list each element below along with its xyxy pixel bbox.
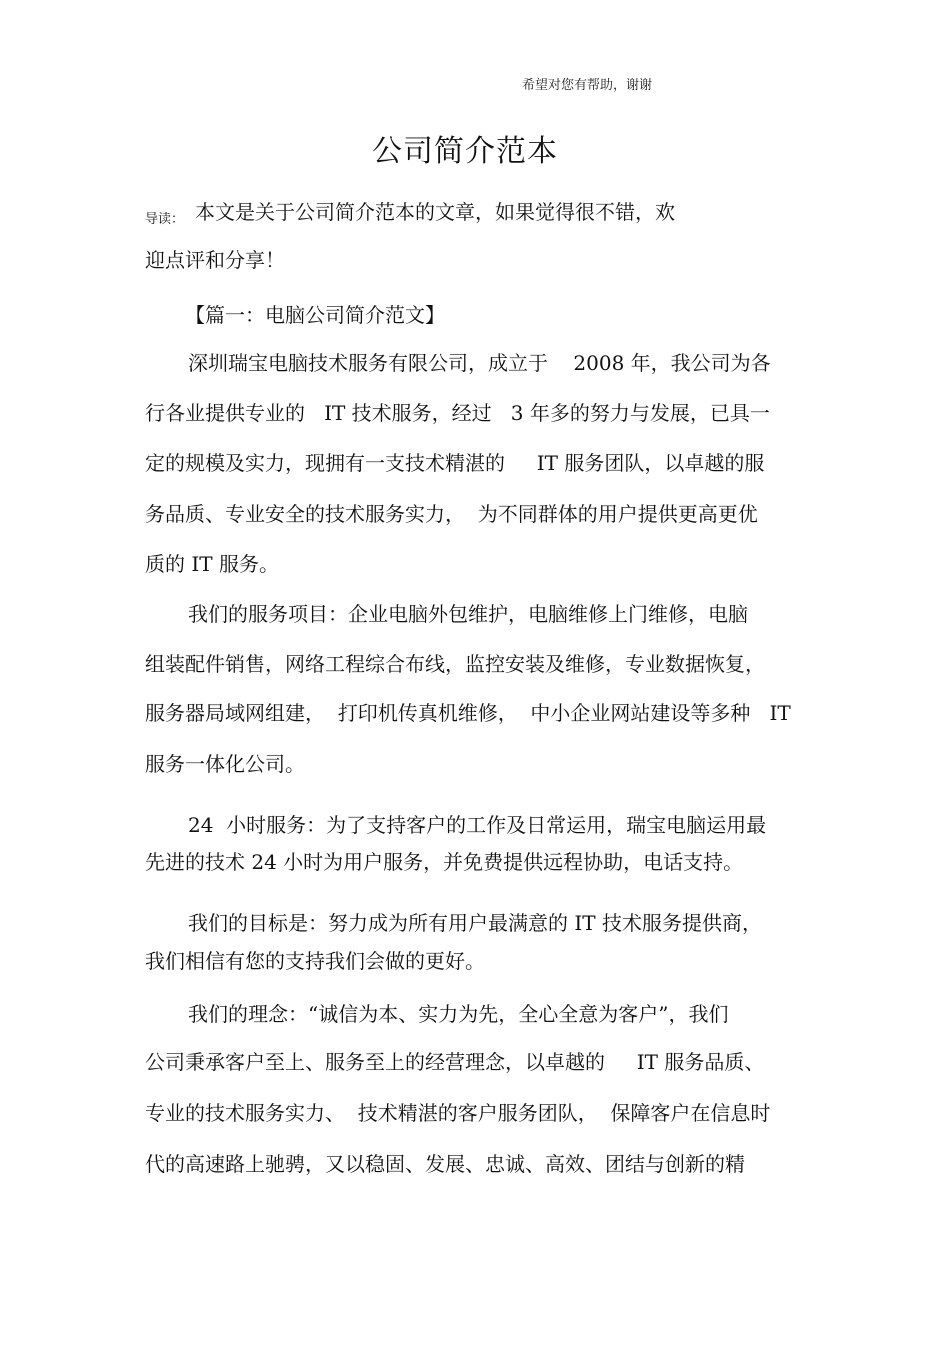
paragraph-line: 务品质、专业安全的技术服务实力， 为不同群体的用户提供更高更优 bbox=[145, 502, 758, 526]
paragraph-line: 服务一体化公司。 bbox=[145, 752, 305, 776]
intro-label: 导读： bbox=[145, 212, 185, 227]
paragraph-line: 我们的服务项目：企业电脑外包维护，电脑维修上门维修，电脑 bbox=[188, 602, 748, 626]
paragraph-line: 定的规模及实力，现拥有一支技术精湛的 IT 服务团队，以卓越的服 bbox=[145, 451, 765, 475]
paragraph-line: 组装配件销售，网络工程综合布线，监控安装及维修，专业数据恢复， bbox=[145, 652, 765, 676]
header-note: 希望对您有帮助，谢谢 bbox=[522, 78, 653, 93]
paragraph-line: 行各业提供专业的 IT 技术服务，经过 3 年多的努力与发展，已具一 bbox=[145, 401, 770, 425]
paragraph-line: 公司秉承客户至上、服务至上的经营理念，以卓越的 IT 服务品质、 bbox=[145, 1050, 765, 1074]
paragraph-line: 24 小时服务：为了支持客户的工作及日常运用，瑞宝电脑运用最 bbox=[188, 813, 767, 837]
paragraph-line: 深圳瑞宝电脑技术服务有限公司，成立于 2008 年，我公司为各 bbox=[188, 351, 771, 375]
intro-text-line: 迎点评和分享！ bbox=[145, 248, 285, 272]
intro-text-line: 本文是关于公司简介范本的文章，如果觉得很不错，欢 bbox=[195, 200, 675, 224]
paragraph-line: 服务器局域网组建， 打印机传真机维修， 中小企业网站建设等多种 IT bbox=[145, 701, 791, 725]
page-title: 公司简介范本 bbox=[372, 134, 558, 169]
paragraph-line: 专业的技术服务实力、 技术精湛的客户服务团队， 保障客户在信息时 bbox=[145, 1101, 771, 1125]
paragraph-line: 我们相信有您的支持我们会做的更好。 bbox=[145, 949, 485, 973]
paragraph-line: 先进的技术 24 小时为用户服务，并免费提供远程协助，电话支持。 bbox=[145, 850, 744, 874]
paragraph-line: 我们的理念：“诚信为本、实力为先，全心全意为客户”，我们 bbox=[188, 1002, 729, 1026]
paragraph-line: 我们的目标是：努力成为所有用户最满意的 IT 技术服务提供商， bbox=[188, 911, 762, 935]
paragraph-line: 质的 IT 服务。 bbox=[145, 552, 279, 576]
section-heading: 【篇一：电脑公司简介范文】 bbox=[185, 303, 445, 327]
paragraph-line: 代的高速路上驰骋，又以稳固、发展、忠诚、高效、团结与创新的精 bbox=[145, 1152, 745, 1176]
